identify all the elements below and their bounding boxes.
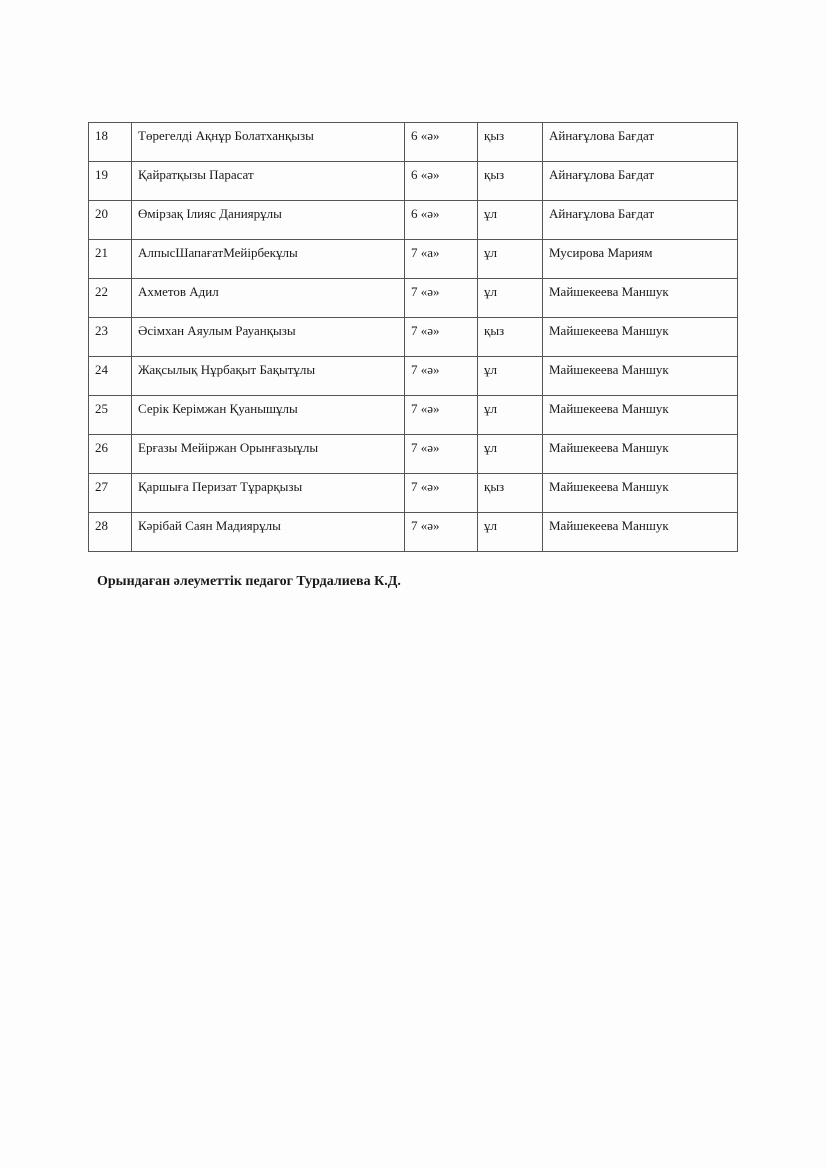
teacher-cell: Майшекеева Маншук <box>543 396 738 435</box>
table-row <box>89 513 738 552</box>
teacher-cell: Айнағұлова Бағдат <box>543 201 738 240</box>
teacher-cell: Айнағұлова Бағдат <box>543 162 738 201</box>
student-name-cell: Серік Керімжан Қуанышұлы <box>132 396 405 435</box>
row-number-cell: 25 <box>89 396 132 435</box>
student-name-cell: Ахметов Адил <box>132 279 405 318</box>
table-row <box>89 396 738 435</box>
student-name-cell: Әсімхан Аяулым Рауанқызы <box>132 318 405 357</box>
row-number-cell: 26 <box>89 435 132 474</box>
student-name-cell: Жақсылық Нұрбақыт Бақытұлы <box>132 357 405 396</box>
table-row <box>89 357 738 396</box>
teacher-cell: Айнағұлова Бағдат <box>543 123 738 162</box>
class-cell: 7 «ә» <box>405 513 478 552</box>
gender-cell: қыз <box>478 474 543 513</box>
teacher-cell: Мусирова Мариям <box>543 240 738 279</box>
student-name-cell: АлпысШапағатМейірбекұлы <box>132 240 405 279</box>
row-number-cell: 27 <box>89 474 132 513</box>
class-cell: 7 «ә» <box>405 357 478 396</box>
gender-cell: ұл <box>478 435 543 474</box>
row-number-cell: 20 <box>89 201 132 240</box>
row-number-cell: 23 <box>89 318 132 357</box>
table-row <box>89 201 738 240</box>
gender-cell: қыз <box>478 123 543 162</box>
teacher-cell: Майшекеева Маншук <box>543 513 738 552</box>
student-name-cell: Өмірзақ Ілияс Даниярұлы <box>132 201 405 240</box>
gender-cell: ұл <box>478 201 543 240</box>
class-cell: 7 «ә» <box>405 474 478 513</box>
row-number-cell: 18 <box>89 123 132 162</box>
teacher-cell: Майшекеева Маншук <box>543 474 738 513</box>
table-row <box>89 318 738 357</box>
teacher-cell: Майшекеева Маншук <box>543 435 738 474</box>
student-name-cell: Қаршыға Перизат Тұрарқызы <box>132 474 405 513</box>
table-row <box>89 240 738 279</box>
row-number-cell: 19 <box>89 162 132 201</box>
gender-cell: ұл <box>478 279 543 318</box>
row-number-cell: 22 <box>89 279 132 318</box>
gender-cell: ұл <box>478 240 543 279</box>
row-number-cell: 21 <box>89 240 132 279</box>
table-row <box>89 435 738 474</box>
row-number-cell: 28 <box>89 513 132 552</box>
gender-cell: қыз <box>478 318 543 357</box>
teacher-cell: Майшекеева Маншук <box>543 279 738 318</box>
class-cell: 6 «ә» <box>405 123 478 162</box>
gender-cell: ұл <box>478 513 543 552</box>
row-number-cell: 24 <box>89 357 132 396</box>
class-cell: 7 «а» <box>405 240 478 279</box>
gender-cell: ұл <box>478 357 543 396</box>
student-name-cell: Қайратқызы Парасат <box>132 162 405 201</box>
table-row <box>89 279 738 318</box>
gender-cell: қыз <box>478 162 543 201</box>
table-row <box>89 474 738 513</box>
student-name-cell: Ерғазы Мейіржан Орынғазыұлы <box>132 435 405 474</box>
student-name-cell: Кәрібай Саян Мадиярұлы <box>132 513 405 552</box>
class-cell: 7 «ә» <box>405 435 478 474</box>
teacher-cell: Майшекеева Маншук <box>543 357 738 396</box>
class-cell: 7 «ә» <box>405 318 478 357</box>
class-cell: 6 «ә» <box>405 162 478 201</box>
class-cell: 6 «ә» <box>405 201 478 240</box>
class-cell: 7 «ә» <box>405 396 478 435</box>
signature-line: Орындаған әлеуметтік педагог Турдалиева К.Д. <box>97 574 401 589</box>
table-row <box>89 123 738 162</box>
gender-cell: ұл <box>478 396 543 435</box>
student-name-cell: Төрегелді Ақнұр Болатханқызы <box>132 123 405 162</box>
table-row <box>89 162 738 201</box>
class-cell: 7 «ә» <box>405 279 478 318</box>
students-table <box>88 122 738 552</box>
teacher-cell: Майшекеева Маншук <box>543 318 738 357</box>
